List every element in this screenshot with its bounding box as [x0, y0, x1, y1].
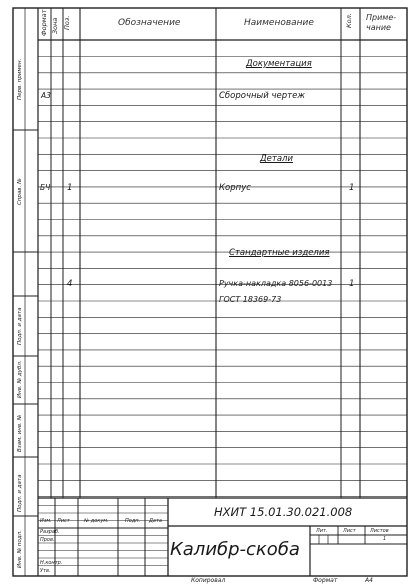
header-zone: Зона	[51, 17, 59, 34]
header-note: Приме- чание	[366, 13, 397, 33]
format-label: Формат	[313, 577, 338, 584]
sheets-label: Листов	[370, 528, 389, 534]
side-first-use: Перв. примен.	[17, 58, 23, 100]
std-pos: 4	[67, 279, 73, 289]
lit-label: Лит.	[316, 528, 328, 534]
part-name: Корпус	[219, 183, 251, 193]
header-qty: Кол.	[345, 13, 353, 28]
side-inv-dup: Инв. № дубл.	[17, 360, 23, 398]
part-pos: 1	[67, 183, 73, 193]
col-izm: Изм.	[40, 518, 52, 524]
header-format: Формат	[40, 9, 48, 36]
col-sign: Подп.	[125, 518, 141, 524]
copied-label: Копировал	[191, 577, 226, 584]
doc-format: А3	[41, 91, 51, 100]
side-sign-date-1: Подп. и дата	[17, 307, 23, 345]
side-replace-inv: Взам. инв. №	[17, 414, 23, 452]
doc-title: Калибр-скоба	[170, 539, 300, 560]
format-value: А4	[365, 577, 373, 584]
sheets-value: 1	[383, 536, 387, 542]
std-gost: ГОСТ 18369-73	[219, 295, 282, 304]
role-nkontr: Н.контр.	[40, 560, 63, 566]
role-dev: Разраб.	[40, 529, 60, 535]
col-date: Дата	[149, 518, 162, 524]
header-designation: Обозначение	[118, 18, 181, 28]
header-name: Наименование	[244, 18, 314, 28]
col-list: Лист	[57, 518, 70, 524]
part-format: БЧ	[40, 183, 51, 192]
side-sign-date-2: Подп. и дата	[17, 474, 23, 512]
section-documentation: Документация	[246, 59, 312, 69]
section-parts: Детали	[260, 154, 293, 164]
part-qty: 1	[349, 183, 355, 193]
std-qty: 1	[349, 279, 355, 289]
doc-name: Сборочный чертеж	[219, 91, 305, 101]
side-ref-no: Справ. №	[17, 178, 23, 205]
section-standard: Стандартные изделия	[229, 248, 330, 258]
header-pos: Поз.	[63, 15, 71, 30]
side-inv-orig: Инв. № подл.	[17, 530, 23, 568]
role-approve: Утв.	[40, 568, 51, 574]
std-name: Ручка-накладка 8056-0013	[219, 279, 333, 288]
sheet-label: Лист	[343, 528, 356, 534]
doc-code: НХИТ 15.01.30.021.008	[214, 505, 353, 519]
role-check: Пров.	[40, 537, 55, 543]
col-doc: № докум.	[84, 518, 109, 524]
